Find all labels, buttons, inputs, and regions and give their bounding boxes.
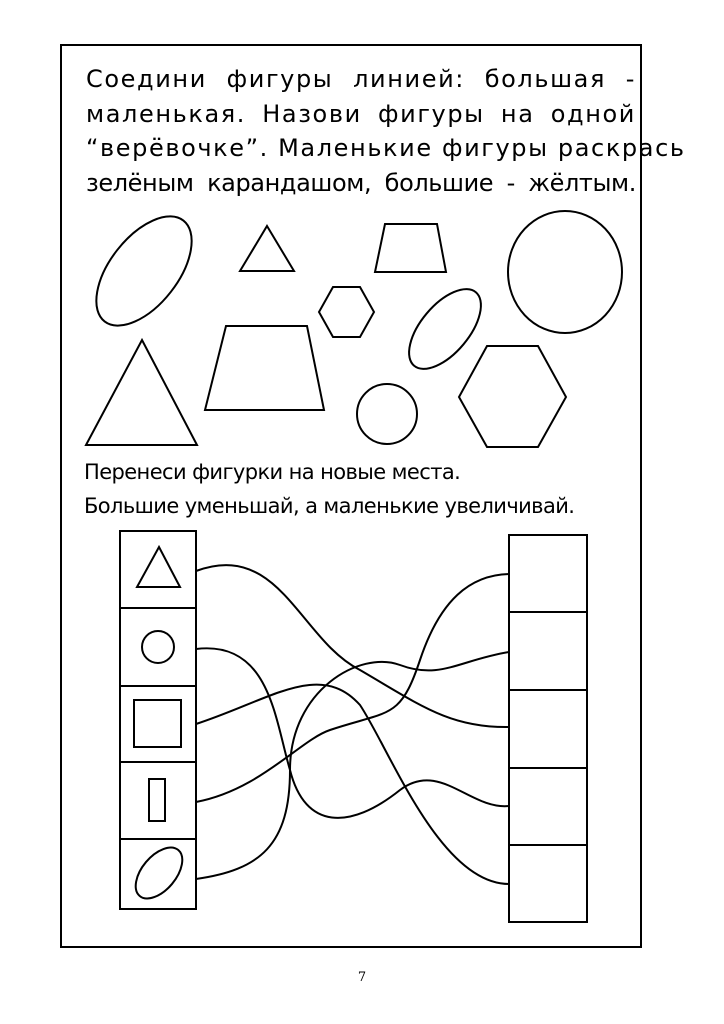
string-line: [196, 565, 509, 727]
small-circle-shape[interactable]: [357, 384, 417, 444]
triangle-icon: [137, 547, 180, 587]
right-column-border: [509, 535, 587, 922]
string-line: [196, 652, 509, 879]
string-line: [196, 685, 509, 884]
right-column: [509, 535, 587, 922]
task1-line: маленькая. Назови фигуры на одной: [86, 99, 636, 128]
string-line: [196, 574, 509, 802]
small-trapezoid-shape[interactable]: [375, 224, 446, 272]
large-circle-shape[interactable]: [508, 211, 622, 333]
square-icon: [134, 700, 181, 747]
small-ellipse-shape[interactable]: [396, 277, 494, 381]
page-number: 7: [357, 970, 367, 985]
task1-line: “верёвочке”. Маленькие фигуры раскрась: [86, 134, 686, 162]
task1-line: Соедини фигуры линией: большая -: [86, 65, 636, 93]
small-hexagon-shape[interactable]: [319, 287, 374, 337]
large-triangle-shape[interactable]: [86, 340, 197, 445]
left-column: [120, 531, 196, 909]
task2-instructions: [84, 455, 624, 523]
task2-line: Перенеси фигурки на новые места.: [84, 460, 461, 484]
string-line: [196, 648, 509, 818]
task2-line: Большие уменьшай, а маленькие увеличивай.: [84, 494, 575, 518]
ellipse-icon: [127, 839, 192, 907]
connecting-strings: [196, 565, 509, 884]
task1-line: зелёным карандашом, большие - жёлтым.: [86, 168, 636, 197]
rectangle-icon: [149, 779, 165, 821]
small-triangle-shape[interactable]: [240, 226, 294, 271]
large-trapezoid-shape[interactable]: [205, 326, 324, 410]
large-hexagon-shape[interactable]: [459, 346, 566, 447]
circle-icon: [142, 631, 174, 663]
large-ellipse-shape[interactable]: [78, 200, 210, 343]
